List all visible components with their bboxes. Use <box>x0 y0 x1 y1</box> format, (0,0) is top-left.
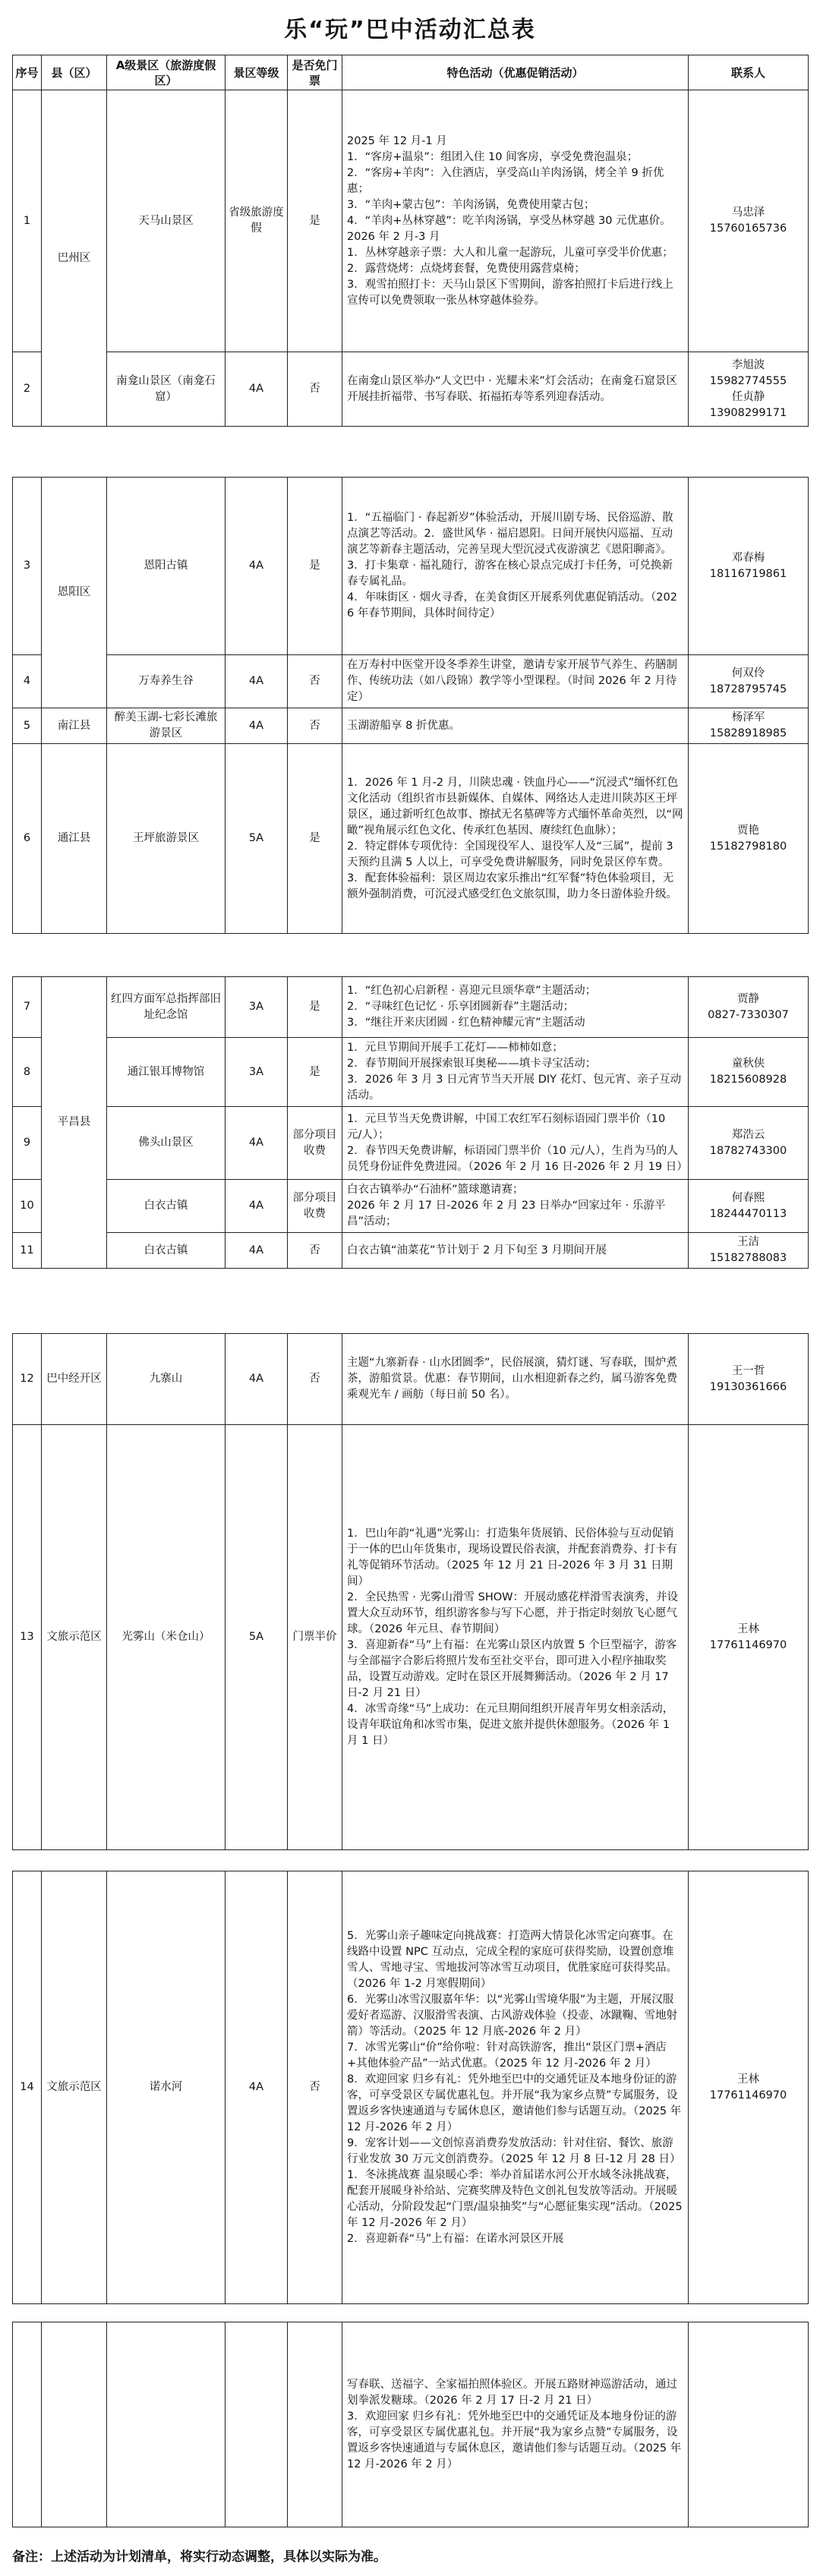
activity-cell <box>342 1038 689 1107</box>
contact-cell-line: 邓春梅 <box>731 551 765 564</box>
grade-cell: 4A <box>226 1233 288 1269</box>
free-ticket-cell: 否 <box>288 1871 342 2304</box>
contact-cell-line: 17761146970 <box>709 1638 787 1651</box>
activity-cell-line: 2．“客房+羊肉”：入住酒店，享受高山羊肉汤锅，烤全羊 9 折优惠； <box>347 166 664 195</box>
activity-cell-line: 2026 年 2 月 17 日-2026 年 2 月 23 日举办“回家过年 · 乐游平昌”活动； <box>347 1200 666 1228</box>
contact-cell <box>689 2322 809 2527</box>
free-ticket-cell: 部分项目收费 <box>288 1180 342 1233</box>
free-ticket-cell: 否 <box>288 352 342 427</box>
contact-cell <box>689 90 809 352</box>
activity-cell-line: 1．“客房+温泉”：组团入住 10 间客房，享受免费泡温泉； <box>347 150 639 163</box>
table-block-5 <box>12 1871 809 2304</box>
contact-cell <box>689 352 809 427</box>
row-number: 12 <box>13 1334 42 1425</box>
scenic-spot-cell: 天马山景区 <box>107 90 226 352</box>
scenic-spot-cell: 红四方面军总指挥部旧址纪念馆 <box>107 977 226 1038</box>
table-row <box>13 1334 809 1425</box>
table-row <box>13 1871 809 2304</box>
contact-cell <box>689 1038 809 1107</box>
activity-cell <box>342 1233 689 1269</box>
activity-cell <box>342 1334 689 1425</box>
free-ticket-cell <box>288 2322 342 2527</box>
contact-cell-line: 王林 <box>737 2073 759 2086</box>
county-cell: 文旅示范区 <box>42 1425 107 1850</box>
contact-cell-line: 王林 <box>737 1622 759 1635</box>
activity-cell-line: 1．“红色初心启新程 · 喜迎元旦颂华章”主题活动； <box>347 985 597 997</box>
contact-cell <box>689 1334 809 1425</box>
scenic-spot-cell: 恩阳古镇 <box>107 478 226 655</box>
activity-cell-line: 1．2026 年 1 月-2 月，川陕忠魂 · 铁血丹心——“沉浸式”缅怀红色文化活动（组织省市县新媒体、自媒体、网络达人走进川陕苏区王坪景区，通过新听红色故事、擦拭无名墓碑等方式缅怀革命英烈，以“网瞰”视角展示红色文化、传承红色基因、赓续红色血脉）； <box>347 776 683 837</box>
scenic-spot-cell: 万寿养生谷 <box>107 655 226 708</box>
row-number <box>13 2322 42 2527</box>
county-cell: 文旅示范区 <box>42 1871 107 2304</box>
table-row <box>13 977 809 1038</box>
activity-cell-line: 玉湖游船享 8 折优惠。 <box>347 719 460 732</box>
activity-cell-line: 8．欢迎回家 归乡有礼：凭外地至巴中的交通凭证及本地身份证的游客，可享受景区专属优惠礼包。并开展“我为家乡点赞”专属服务，设置返乡客快速通道与专属休息区，邀请他们参与话题互动。（2025 年 12 月-2026 年 2 月） <box>347 2073 682 2133</box>
free-ticket-cell: 否 <box>288 655 342 708</box>
scenic-spot-cell: 光雾山（米仓山） <box>107 1425 226 1850</box>
activity-cell-line: 4．年味街区 · 烟火寻香，在美食街区开展系列优惠促销活动。（2026 年春节期间，具体时间待定） <box>347 591 677 620</box>
contact-cell-line: 李旭波 <box>731 358 765 371</box>
contact-cell-line: 王洁 <box>737 1236 759 1248</box>
scenic-spot-cell <box>107 2322 226 2527</box>
contact-cell-line: 18728795745 <box>709 683 787 695</box>
contact-cell <box>689 1180 809 1233</box>
activity-cell-line: 1．巴山年韵“礼遇”光雾山：打造集年货展销、民俗体验与互动促销于一体的巴山年货集市，现场设置民俗表演，并配套消费券、打卡有礼等促销环节活动。（2025 年 12 月 21 日-2026 年 3 月 31 日期间） <box>347 1527 677 1588</box>
activity-cell-line: 2．露营烧烤：点烧烤套餐，免费使用露营桌椅； <box>347 262 585 275</box>
table-header-row <box>13 55 809 90</box>
contact-cell-line: 17761146970 <box>709 2089 787 2101</box>
column-header: 特色活动（优惠促销活动） <box>342 55 689 90</box>
contact-cell-line: 何春熙 <box>731 1191 765 1204</box>
contact-cell-line: 贾艳 <box>737 824 759 837</box>
page-title: 乐“玩”巴中活动汇总表 <box>284 17 536 43</box>
row-number: 3 <box>13 478 42 655</box>
scenic-spot-cell: 醉美玉湖-七彩长滩旅游景区 <box>107 708 226 744</box>
free-ticket-cell: 是 <box>288 1038 342 1107</box>
table-block-4 <box>12 1333 809 1850</box>
free-ticket-cell: 否 <box>288 708 342 744</box>
table-row <box>13 90 809 352</box>
activity-cell-line: 2．喜迎新春“马”上有福：在诺水河景区开展 <box>347 2232 564 2245</box>
activity-cell-line: 1．元旦节期间开展手工花灯——柿柿如意； <box>347 1042 563 1054</box>
table-row <box>13 2322 809 2527</box>
row-number: 2 <box>13 352 42 427</box>
free-ticket-cell: 是 <box>288 744 342 934</box>
activity-cell-line: 2．全民热雪 · 光雾山滑雪 SHOW：开展动感花样滑雪表演秀，并设置大众互动环节，组织游客参与写下心愿，并于指定时刻放飞心愿气球。（2026 年元旦、春节期间） <box>347 1591 679 1635</box>
activity-cell-line: 4．“羊肉+丛林穿越”：吃羊肉汤锅，享受丛林穿越 30 元优惠价。 <box>347 214 671 227</box>
activity-cell-line: 白衣古镇举办“石油杯”篮球邀请赛； <box>347 1184 524 1196</box>
table-block-3 <box>12 976 809 1269</box>
contact-cell-line: 18116719861 <box>709 567 787 580</box>
row-number: 7 <box>13 977 42 1038</box>
contact-cell <box>689 708 809 744</box>
activity-cell <box>342 744 689 934</box>
grade-cell <box>226 2322 288 2527</box>
activity-cell-line: 2．春节期间开展探索银耳奥秘——填卡寻宝活动； <box>347 1058 597 1070</box>
contact-cell-line: 王一哲 <box>731 1364 765 1377</box>
row-number: 5 <box>13 708 42 744</box>
contact-cell-line: 15982774555 <box>709 374 787 387</box>
activity-cell-line: 1．冬泳挑战赛 温泉暖心季：举办首届诺水河公开水域冬泳挑战赛，配套开展暖身补给站、完赛奖牌及特色文创礼包发放等活动。开展暖心活动，分阶段发起“门票/温泉抽奖”与“心愿征集实现”活动。（2025 年 12 月-2026 年 2 月） <box>347 2168 683 2229</box>
grade-cell: 4A <box>226 1334 288 1425</box>
contact-cell <box>689 1233 809 1269</box>
free-ticket-cell: 门票半价 <box>288 1425 342 1850</box>
grade-cell: 5A <box>226 744 288 934</box>
activity-cell-line: 在万寿村中医堂开设冬季养生讲堂，邀请专家开展节气养生、药膳制作、传统功法（如八段锦）教学等小型课程。（时间 2026 年 2 月待定） <box>347 659 677 703</box>
activity-cell-line: 4．冰雪奇缘“马”上成功：在元旦期间组织开展青年男女相亲活动，设青年联谊角和冰雪市集，促进文旅并提供休憩服务。（2026 年 1 月 1 日） <box>347 1702 674 1747</box>
contact-cell-line: 15182798180 <box>709 840 787 853</box>
activity-cell-line: 主题“九寨新春 · 山水团圆季”，民俗展演，猜灯谜、写春联，围炉煮茶，游船赏景。优惠：春节期间，山水相迎新春之约，属马游客免费乘观光车 / 画舫（每日前 50 名）。 <box>347 1357 677 1401</box>
county-cell: 巴州区 <box>42 90 107 427</box>
activity-cell-line: 9．宠客计划——文创惊喜消费券发放活动：针对住宿、餐饮、旅游行业发放 30 万元文创消费券。（2025 年 12 月 8 日-12 月 28 日） <box>347 2136 681 2165</box>
grade-cell: 4A <box>226 1107 288 1180</box>
activity-cell <box>342 1425 689 1850</box>
activity-cell-line: 白衣古镇“油菜花”节计划于 2 月下旬至 3 月期间开展 <box>347 1244 607 1256</box>
table-row <box>13 655 809 708</box>
activity-cell-line: 2026 年 2 月-3 月 <box>347 230 440 243</box>
activity-cell-line: 2．春节四天免费讲解，标语园门票半价（10 元/人），生肖为马的人员凭身份证件免费进园。（2026 年 2 月 16 日-2026 年 2 月 19 日） <box>347 1144 688 1173</box>
activity-cell <box>342 1107 689 1180</box>
contact-cell <box>689 655 809 708</box>
table-row <box>13 1038 809 1107</box>
scenic-spot-cell: 王坪旅游景区 <box>107 744 226 934</box>
scenic-spot-cell: 白衣古镇 <box>107 1180 226 1233</box>
free-ticket-cell: 否 <box>288 1233 342 1269</box>
contact-cell-line: 15182788083 <box>709 1252 787 1264</box>
table-row <box>13 478 809 655</box>
activity-cell-line: 3．观雪拍照打卡：天马山景区下雪期间，游客拍照打卡后进行线上宣传可以免费领取一张丛林穿越体验券。 <box>347 278 673 307</box>
county-cell: 通江县 <box>42 744 107 934</box>
activity-cell-line: 2．特定群体专项优待：全国现役军人、退役军人及“三属”，提前 3 天预约且满 5 人以上，可享受免费讲解服务，同时免景区停车费。 <box>347 840 673 869</box>
free-ticket-cell: 是 <box>288 90 342 352</box>
table-row <box>13 1233 809 1269</box>
activity-cell-line: 2．“寻味红色记忆 · 乐享团圆新春”主题活动； <box>347 1001 575 1013</box>
footnote: 备注：上述活动为计划清单，将实行动态调整，具体以实际为准。 <box>12 2549 386 2565</box>
county-cell: 巴中经开区 <box>42 1334 107 1425</box>
column-header: 是否免门票 <box>288 55 342 90</box>
activity-cell-line: 3．“继往开来庆团圆 · 红色精神耀元宵”主题活动 <box>347 1017 585 1029</box>
free-ticket-cell: 否 <box>288 1334 342 1425</box>
activity-cell <box>342 90 689 352</box>
grade-cell: 4A <box>226 655 288 708</box>
activity-cell <box>342 352 689 427</box>
contact-cell <box>689 744 809 934</box>
grade-cell: 5A <box>226 1425 288 1850</box>
table-row <box>13 352 809 427</box>
scenic-spot-cell: 诺水河 <box>107 1871 226 2304</box>
scenic-spot-cell: 白衣古镇 <box>107 1233 226 1269</box>
row-number: 14 <box>13 1871 42 2304</box>
table-row <box>13 708 809 744</box>
contact-cell-line: 19130361666 <box>709 1380 787 1393</box>
row-number: 4 <box>13 655 42 708</box>
contact-cell-line: 郑浩云 <box>731 1128 765 1141</box>
county-cell: 南江县 <box>42 708 107 744</box>
contact-cell-line: 0827-7330307 <box>708 1008 789 1021</box>
free-ticket-cell: 部分项目收费 <box>288 1107 342 1180</box>
county-cell: 平昌县 <box>42 977 107 1269</box>
activity-cell <box>342 708 689 744</box>
free-ticket-cell: 是 <box>288 478 342 655</box>
contact-cell-line: 15828918985 <box>709 727 787 739</box>
activity-cell-line: 6．光雾山冰雪汉服嘉年华：以“光雾山雪境华服”为主题，开展汉服爱好者巡游、汉服滑雪表演、古风游戏体验（投壶、冰蹴鞠、雪地射箭）等活动。（2025 年 12 月底-2026 年 2 月） <box>347 1993 677 2038</box>
row-number: 9 <box>13 1107 42 1180</box>
table-row <box>13 1107 809 1180</box>
row-number: 8 <box>13 1038 42 1107</box>
column-header: A级景区（旅游度假区） <box>107 55 226 90</box>
contact-cell-line: 15760165736 <box>709 222 787 235</box>
column-header: 序号 <box>13 55 42 90</box>
contact-cell-line: 杨泽军 <box>731 711 765 724</box>
table-block-1 <box>12 55 809 427</box>
column-header: 联系人 <box>689 55 809 90</box>
activity-cell <box>342 977 689 1038</box>
contact-cell-line: 贾静 <box>737 992 759 1005</box>
table-row <box>13 1425 809 1850</box>
contact-cell-line: 18782743300 <box>709 1144 787 1157</box>
grade-cell: 4A <box>226 1180 288 1233</box>
row-number: 1 <box>13 90 42 352</box>
scenic-spot-cell: 通江银耳博物馆 <box>107 1038 226 1107</box>
activity-cell <box>342 655 689 708</box>
contact-cell <box>689 478 809 655</box>
grade-cell: 4A <box>226 1871 288 2304</box>
column-header: 景区等级 <box>226 55 288 90</box>
activity-cell <box>342 1871 689 2304</box>
grade-cell: 4A <box>226 708 288 744</box>
activity-cell-line: 7．冰雪光雾山“价”给你啦：针对高铁游客，推出“景区门票+酒店+其他体验产品”一站式优惠。（2025 年 12 月-2026 年 2 月） <box>347 2041 667 2070</box>
activity-cell-line: 2025 年 12 月-1 月 <box>347 134 447 147</box>
row-number: 11 <box>13 1233 42 1269</box>
county-cell: 恩阳区 <box>42 478 107 708</box>
activity-cell <box>342 2322 689 2527</box>
table-block-6 <box>12 2322 809 2527</box>
column-header: 县（区） <box>42 55 107 90</box>
activity-cell-line: 3．配套体验福利：景区周边农家乐推出“红军餐”特色体验项目，无额外强制消费，可沉浸式感受红色文旅氛围，助力冬日游体验升级。 <box>347 872 677 900</box>
contact-cell <box>689 1107 809 1180</box>
grade-cell: 4A <box>226 352 288 427</box>
activity-cell-line: 3．喜迎新春“马”上有福：在光雾山景区内放置 5 个巨型福字，游客与全部福字合影后将照片发布至社交平台，即可进入小程序抽取奖品，设置互动游戏。定时在景区开展舞狮活动。（2026 年 2 月 17 日-2 月 21 日） <box>347 1638 677 1699</box>
grade-cell: 省级旅游度假 <box>226 90 288 352</box>
activity-cell-line: 写春联、送福字、全家福拍照体验区。开展五路财神巡游活动，通过划拳派发糖球。（2026 年 2 月 17 日-2 月 21 日） <box>347 2378 677 2407</box>
activity-cell-line: 1．元旦节当天免费讲解，中国工农红军石刻标语园门票半价（10 元/人）； <box>347 1112 666 1141</box>
activity-cell-line: 1．丛林穿越亲子票：大人和儿童一起游玩，儿童可享受半价优惠； <box>347 246 673 259</box>
contact-cell-line: 13908299171 <box>709 406 787 419</box>
grade-cell: 4A <box>226 478 288 655</box>
free-ticket-cell: 是 <box>288 977 342 1038</box>
row-number: 13 <box>13 1425 42 1850</box>
activity-cell-line: 1．“五福临门 · 春起新岁”体验活动，开展川剧专场、民俗巡游、散点演艺等活动。2．盛世风华 · 福启恩阳。日间开展快闪巡福、互动演艺等新春主题活动，完善呈现大型沉浸式夜游演艺《恩阳聊斋》。3．打卡集章 · 福礼随行，游客在核心景点完成打卡任务，可兑换新春专属礼品。 <box>347 512 673 588</box>
activity-cell-line: 3．2026 年 3 月 3 日元宵节当天开展 DIY 花灯、包元宵、亲子互动活动。 <box>347 1074 682 1102</box>
activity-cell <box>342 478 689 655</box>
table-row <box>13 744 809 934</box>
grade-cell: 3A <box>226 977 288 1038</box>
scenic-spot-cell: 南龛山景区（南龛石窟） <box>107 352 226 427</box>
contact-cell-line: 马忠泽 <box>731 207 765 219</box>
grade-cell: 3A <box>226 1038 288 1107</box>
contact-cell-line: 18244470113 <box>709 1207 787 1220</box>
row-number: 10 <box>13 1180 42 1233</box>
activity-cell-line: 5．光雾山亲子趣味定向挑战赛：打造两大情景化冰雪定向赛事。在线路中设置 NPC 互动点，完成全程的家庭可获得奖励，设置创意堆雪人、雪地寻宝、雪地拔河等冰雪互动项目，优胜家庭可获得奖品。（2026 年 1-2 月寒假期间） <box>347 1929 677 1990</box>
contact-cell <box>689 977 809 1038</box>
activity-cell-line: 在南龛山景区举办“人文巴中 · 光耀未来”灯会活动；在南龛石窟景区开展挂折福带、书写春联、拓福拓寿等系列迎春活动。 <box>347 374 677 403</box>
row-number: 6 <box>13 744 42 934</box>
activity-cell <box>342 1180 689 1233</box>
scenic-spot-cell: 九寨山 <box>107 1334 226 1425</box>
contact-cell <box>689 1425 809 1850</box>
contact-cell <box>689 1871 809 2304</box>
contact-cell-line: 童秋侠 <box>731 1058 765 1070</box>
contact-cell-line: 任贞静 <box>731 390 765 403</box>
activity-cell-line: 3．欢迎回家 归乡有礼：凭外地至巴中的交通凭证及本地身份证的游客，可享受景区专属优惠礼包。并开展“我为家乡点赞”专属服务，设置返乡客快速通道与专属休息区，邀请他们参与话题互动。（2025 年 12 月-2026 年 2 月） <box>347 2410 682 2470</box>
contact-cell-line: 18215608928 <box>709 1074 787 1086</box>
scenic-spot-cell: 佛头山景区 <box>107 1107 226 1180</box>
contact-cell-line: 何双伶 <box>731 667 765 679</box>
table-block-2 <box>12 477 809 934</box>
table-row <box>13 1180 809 1233</box>
county-cell <box>42 2322 107 2527</box>
activity-cell-line: 3．“羊肉+蒙古包”：羊肉汤锅，免费使用蒙古包； <box>347 198 595 211</box>
